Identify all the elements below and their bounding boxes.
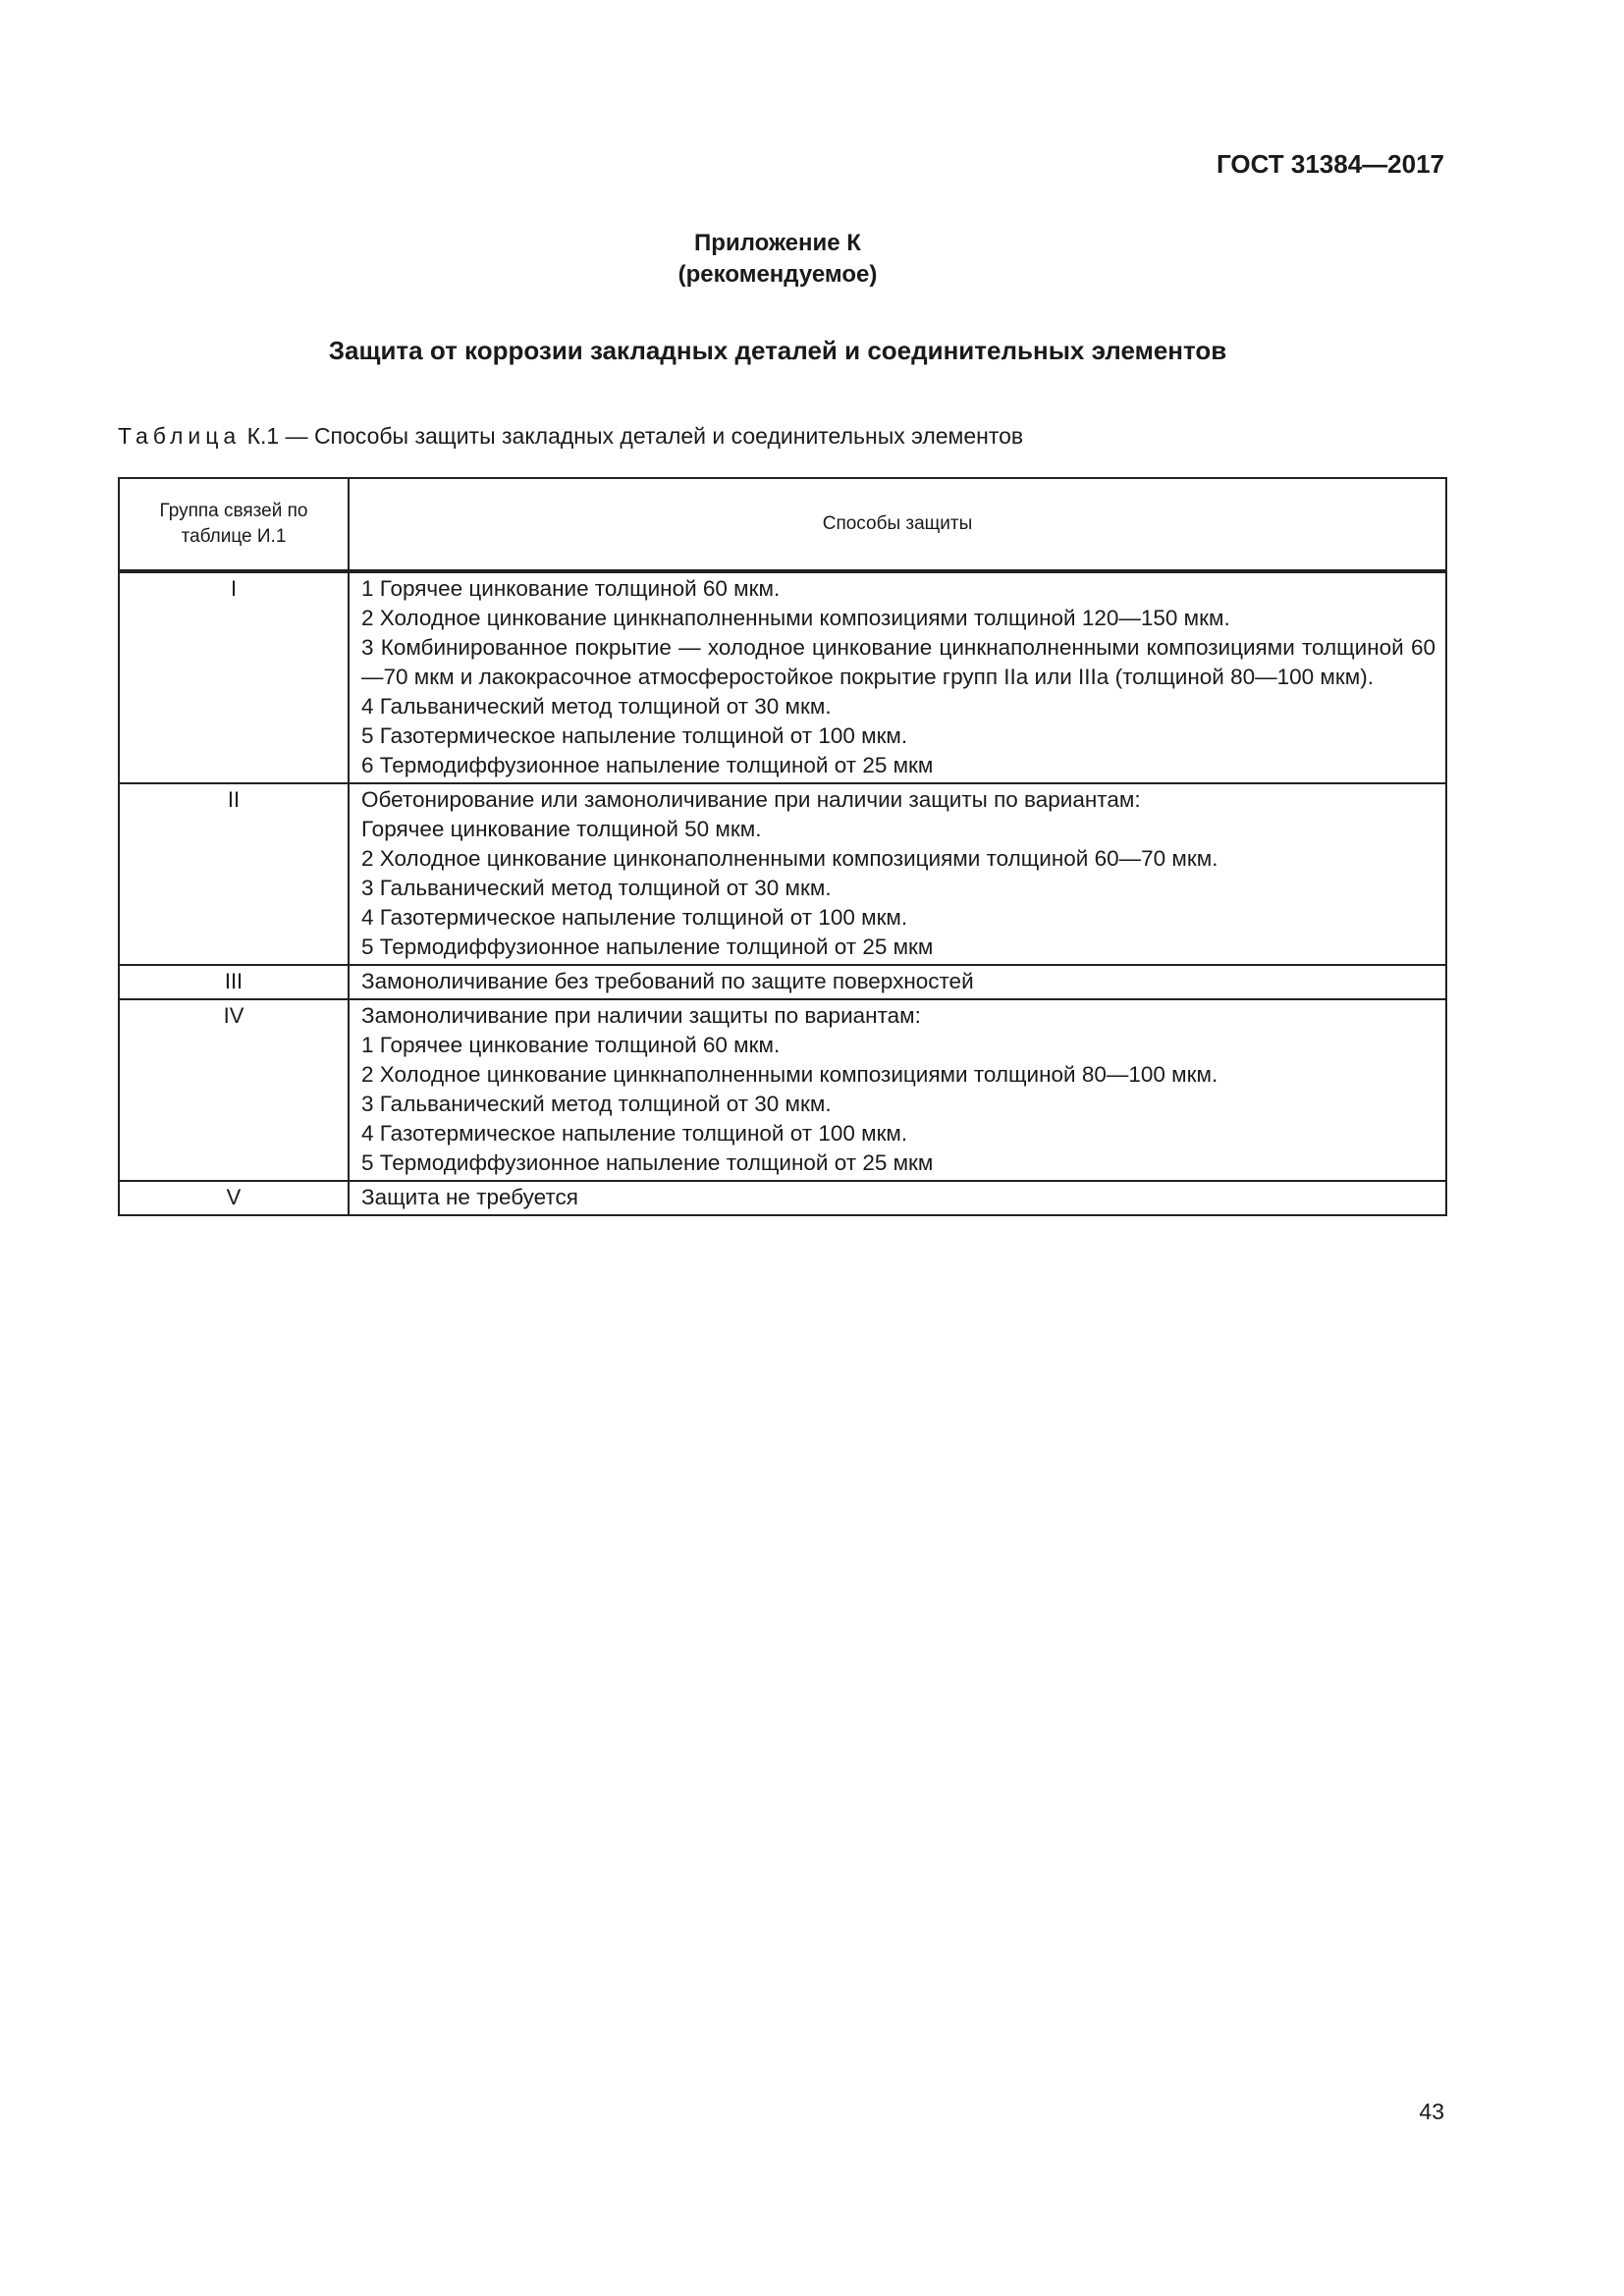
table-caption xyxy=(118,423,1023,450)
method-line: 5 Термодиффузионное напыление толщиной от 25 мкм xyxy=(361,1150,934,1175)
methods-cell xyxy=(349,1181,1446,1215)
annex-label: Приложение К xyxy=(694,230,861,256)
group-cell: II xyxy=(119,783,349,965)
method-line: 6 Термодиффузионное напыление толщиной от 25 мкм xyxy=(361,753,934,777)
document-id: ГОСТ 31384—2017 xyxy=(1217,149,1444,179)
table-caption-prefix: Таблица xyxy=(118,423,242,449)
group-cell: III xyxy=(119,965,349,999)
page-number: 43 xyxy=(1419,2099,1444,2124)
method-line: Замоноличивание при наличии защиты по вариантам: xyxy=(361,1003,921,1028)
group-cell: I xyxy=(119,571,349,783)
annex-title: Защита от коррозии закладных деталей и соединительных элементов xyxy=(328,336,1227,365)
method-line: Обетонирование или замоноличивание при наличии защиты по вариантам: xyxy=(361,787,1141,812)
table-row xyxy=(119,1181,1446,1215)
method-line: 1 Горячее цинкование толщиной 60 мкм. xyxy=(361,1033,781,1057)
table-row xyxy=(119,965,1446,999)
method-line: 5 Газотермическое напыление толщиной от 100 мкм. xyxy=(361,723,908,748)
methods-cell xyxy=(349,965,1446,999)
table-caption-text: — Способы защиты закладных деталей и соединительных элементов xyxy=(279,423,1024,449)
header-group-line2: таблице И.1 xyxy=(181,526,287,547)
header-group xyxy=(119,478,349,571)
method-line: Горячее цинкование толщиной 50 мкм. xyxy=(361,817,762,841)
annex-status: (рекомендуемое) xyxy=(677,261,878,288)
method-line: 3 Комбинированное покрытие — холодное цинкование цинкнаполненными композициями толщиной 60—70 мкм и лакокрасочное атмосферостойкое покрытие групп IIa или IIIa (толщиной 80—100 мкм). xyxy=(361,635,1435,689)
method-line: 4 Гальванический метод толщиной от 30 мкм. xyxy=(361,694,832,719)
method-line: 3 Гальванический метод толщиной от 30 мкм. xyxy=(361,876,832,900)
annex-heading xyxy=(0,228,1555,291)
group-cell: V xyxy=(119,1181,349,1215)
methods-cell xyxy=(349,571,1446,783)
table-header-row xyxy=(119,478,1446,571)
table-row xyxy=(119,783,1446,965)
table-row xyxy=(119,571,1446,783)
method-line: 2 Холодное цинкование цинкнаполненными композициями толщиной 80—100 мкм. xyxy=(361,1062,1218,1087)
method-line: 2 Холодное цинкование цинконаполненными композициями толщиной 60—70 мкм. xyxy=(361,846,1218,871)
table-caption-number: К.1 xyxy=(246,423,280,449)
method-line: Защита не требуется xyxy=(361,1185,578,1209)
method-line: 5 Термодиффузионное напыление толщиной от 25 мкм xyxy=(361,934,934,959)
method-line: 4 Газотермическое напыление толщиной от 100 мкм. xyxy=(361,905,908,930)
method-line: Замоноличивание без требований по защите поверхностей xyxy=(361,969,974,993)
header-methods: Способы защиты xyxy=(349,478,1446,571)
group-cell: IV xyxy=(119,999,349,1181)
method-line: 1 Горячее цинкование толщиной 60 мкм. xyxy=(361,576,781,601)
methods-cell xyxy=(349,783,1446,965)
method-line: 2 Холодное цинкование цинкнаполненными композициями толщиной 120—150 мкм. xyxy=(361,606,1230,630)
table-row xyxy=(119,999,1446,1181)
header-group-line1: Группа связей по xyxy=(159,501,308,521)
method-line: 4 Газотермическое напыление толщиной от 100 мкм. xyxy=(361,1121,908,1146)
methods-cell xyxy=(349,999,1446,1181)
protection-methods-table xyxy=(118,477,1447,1216)
method-line: 3 Гальванический метод толщиной от 30 мкм. xyxy=(361,1092,832,1116)
